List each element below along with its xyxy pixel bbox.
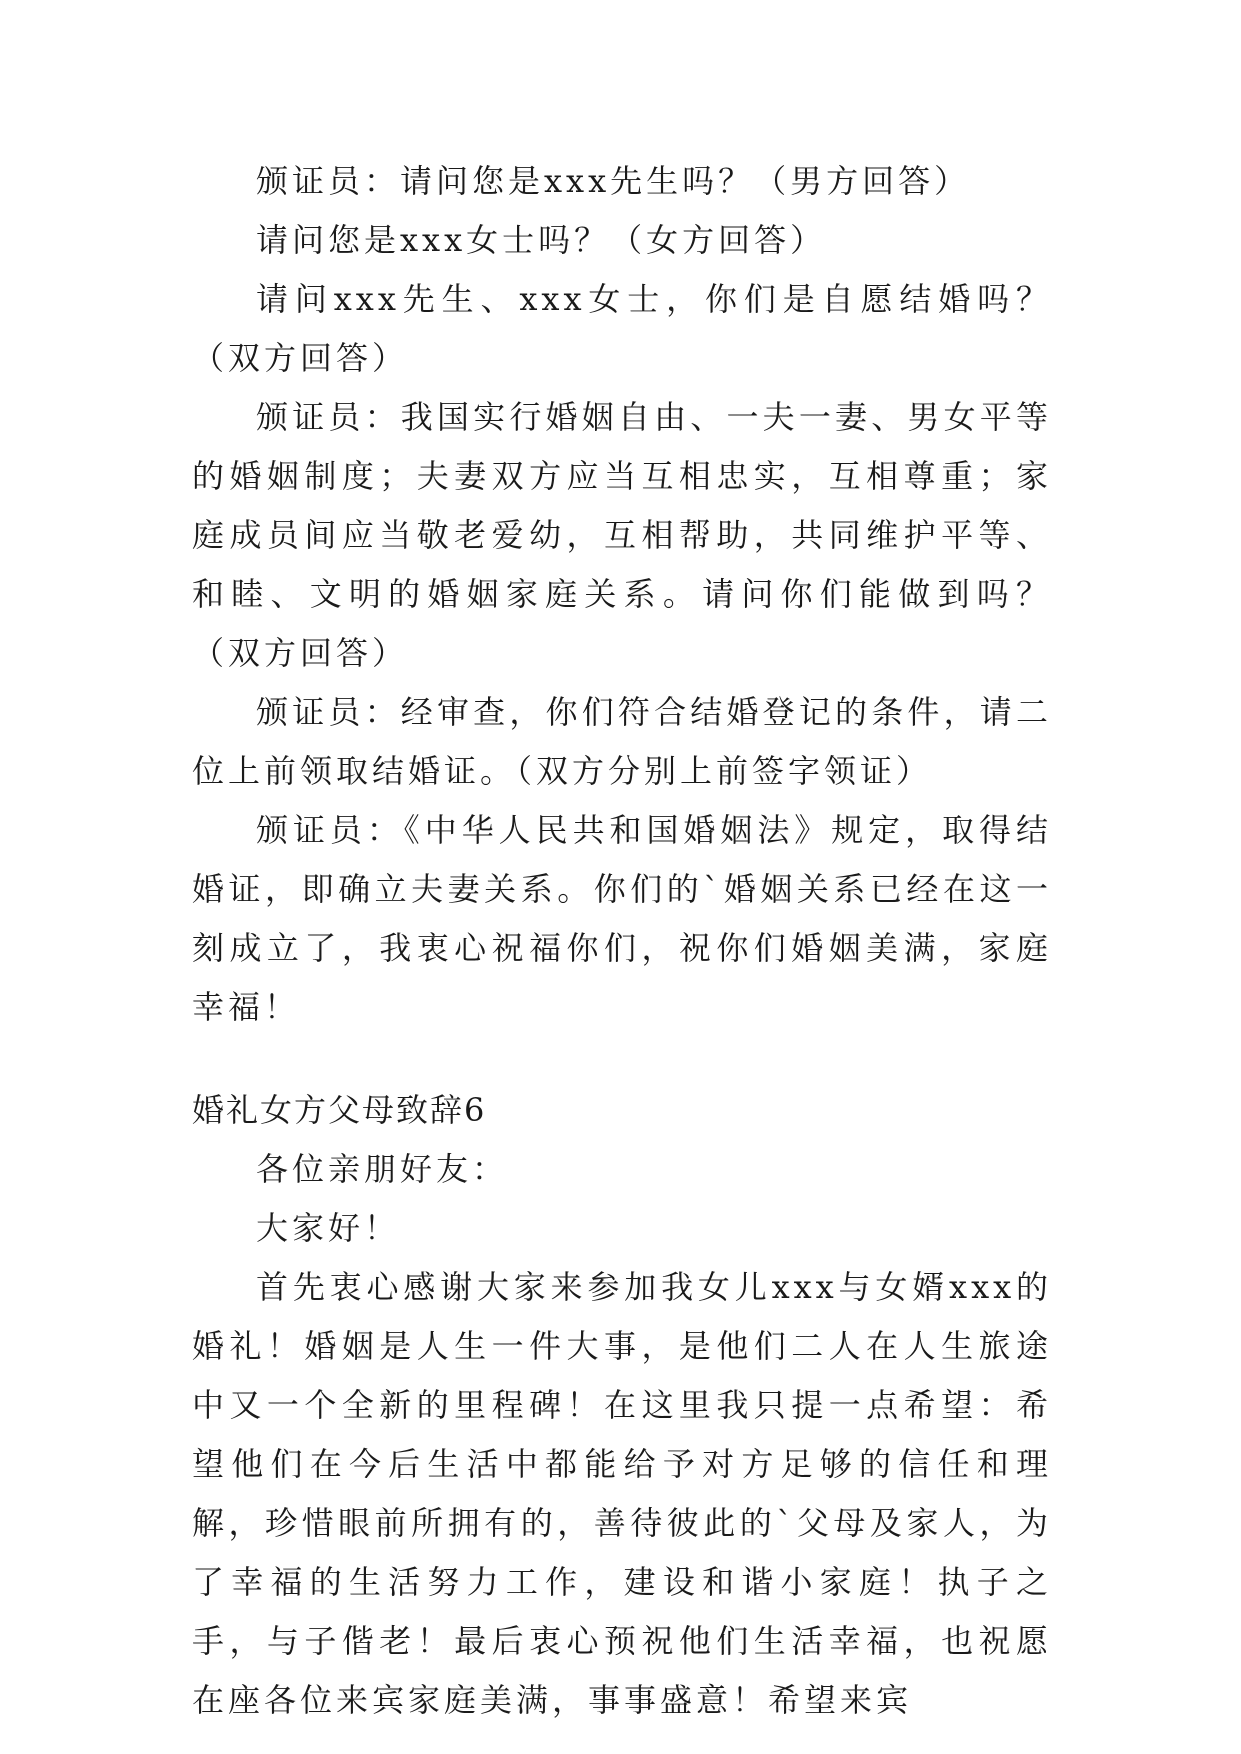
document-page bbox=[192, 152, 1052, 1730]
paragraph: 首先衷心感谢大家来参加我女儿xxx与女婿xxx的婚礼！婚姻是人生一件大事，是他们二人在人生旅途中又一个全新的里程碑！在这里我只提一点希望：希望他们在今后生活中都能给予对方足够的信任和理解，珍惜眼前所拥有的，善待彼此的`父母及家人，为了幸福的生活努力工作，建设和谐小家庭！执子之手，与子偕老！最后衷心预祝他们生活幸福，也祝愿在座各位来宾家庭美满，事事盛意！希望来宾 bbox=[192, 1268, 1052, 1719]
paragraph: 请问您是xxx女士吗？（女方回答） bbox=[256, 221, 827, 259]
paragraph: 大家好！ bbox=[256, 1209, 401, 1247]
paragraph: 颁证员：《中华人民共和国婚姻法》规定，取得结婚证，即确立夫妻关系。你们的`婚姻关系已经在这一刻成立了，我衷心祝福你们，祝你们婚姻美满，家庭幸福！ bbox=[192, 811, 1052, 1026]
section-parent-speech bbox=[192, 1081, 1052, 1730]
section-heading: 婚礼女方父母致辞6 bbox=[192, 1091, 487, 1129]
section-ceremony-dialogue bbox=[192, 152, 1052, 1037]
paragraph: 颁证员：我国实行婚姻自由、一夫一妻、男女平等的婚姻制度；夫妻双方应当互相忠实，互相尊重；家庭成员间应当敬老爱幼，互相帮助，共同维护平等、和睦、文明的婚姻家庭关系。请问你们能做到吗？（双方回答） bbox=[192, 398, 1052, 672]
paragraph: 颁证员：请问您是xxx先生吗？（男方回答） bbox=[256, 162, 971, 200]
paragraph: 颁证员：经审查，你们符合结婚登记的条件，请二位上前领取结婚证。（双方分别上前签字领证） bbox=[192, 693, 1052, 790]
paragraph: 各位亲朋好友： bbox=[256, 1150, 509, 1188]
paragraph: 请问xxx先生、xxx女士，你们是自愿结婚吗？（双方回答） bbox=[192, 280, 1052, 377]
